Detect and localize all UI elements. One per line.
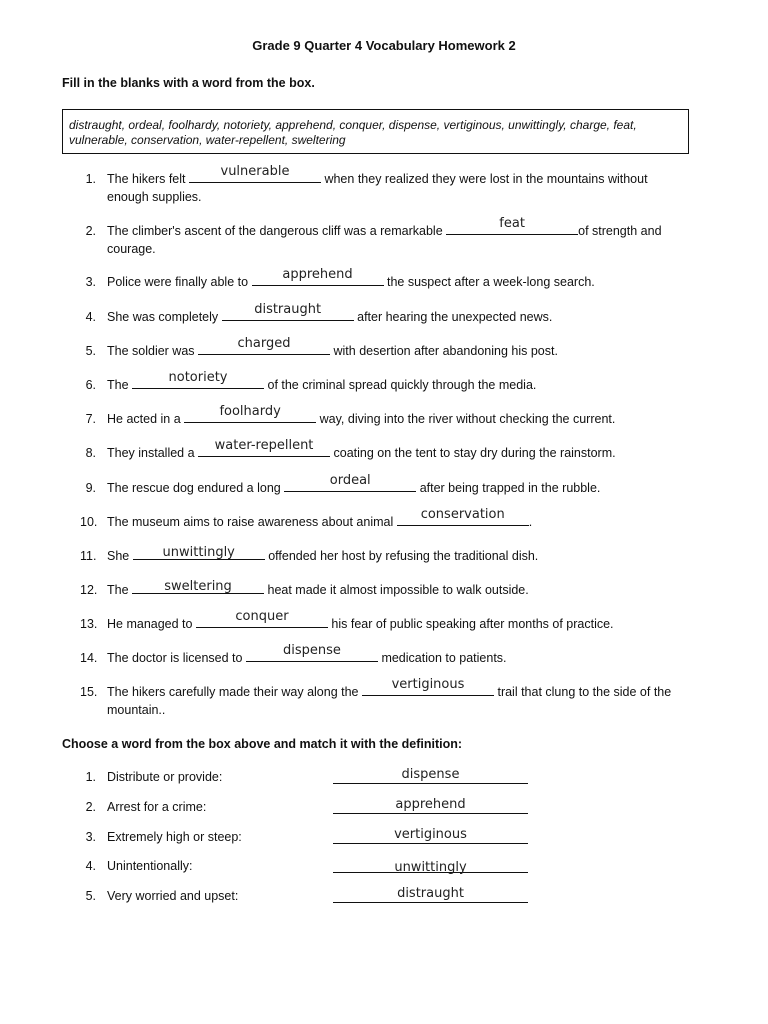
item-number: 6. xyxy=(85,378,96,392)
page-title: Grade 9 Quarter 4 Vocabulary Homework 2 xyxy=(252,38,516,53)
answer-text: sweltering xyxy=(164,579,232,594)
item-text-after: of the criminal spread quickly through the media. xyxy=(264,378,537,392)
item-text-line2: courage. xyxy=(107,242,156,256)
answer-text: distraught xyxy=(254,302,322,317)
item-text-before: He acted in a xyxy=(107,412,185,426)
item-text-after: trail that clung to the side of the xyxy=(494,685,672,699)
item-text-before: The rescue dog endured a long xyxy=(107,481,285,495)
answer-text: apprehend xyxy=(282,267,353,282)
answer-text: conservation xyxy=(420,507,505,522)
item-text-before: The doctor is licensed to xyxy=(107,651,246,665)
answer-text: distraught xyxy=(397,886,464,901)
answer-blank[interactable] xyxy=(184,404,316,423)
definition-text: Arrest for a crime: xyxy=(107,800,207,814)
item-text-before: The soldier was xyxy=(107,344,199,358)
item-text-before: The hikers carefully made their way along the xyxy=(107,685,362,699)
answer-text: feat xyxy=(499,216,525,231)
answer-blank[interactable] xyxy=(246,643,378,662)
answer-text: dispense xyxy=(283,643,341,658)
item-text-line2: enough supplies. xyxy=(107,190,202,204)
answer-text: vulnerable xyxy=(220,164,290,179)
answer-blank[interactable] xyxy=(189,164,321,183)
answer-blank[interactable] xyxy=(222,302,354,321)
answer-text: notoriety xyxy=(168,370,228,385)
answer-text: water-repellent xyxy=(214,438,314,453)
definition-text: Distribute or provide: xyxy=(107,770,223,784)
definition-text: Extremely high or steep: xyxy=(107,830,242,844)
item-text-after: medication to patients. xyxy=(377,651,507,665)
answer-text: ordeal xyxy=(329,473,371,488)
answer-blank[interactable] xyxy=(397,507,529,526)
definition-answer-blank[interactable] xyxy=(333,827,528,844)
answer-text: dispense xyxy=(401,767,460,782)
item-text-line2: mountain.. xyxy=(107,703,166,717)
item-text-after: coating on the tent to stay dry during the rainstorm. xyxy=(330,446,616,460)
item-number: 8. xyxy=(85,446,96,460)
item-number: 4. xyxy=(85,310,96,324)
item-number: 15. xyxy=(80,685,98,699)
item-number: 2. xyxy=(85,800,96,814)
answer-blank[interactable] xyxy=(198,336,330,355)
item-number: 3. xyxy=(85,275,96,289)
fill-instructions: Fill in the blanks with a word from the box. xyxy=(62,76,315,90)
definition-answer-blank[interactable] xyxy=(333,886,528,903)
definition-text: Very worried and upset: xyxy=(107,889,239,903)
answer-blank[interactable] xyxy=(196,609,328,628)
definition-answer-blank[interactable] xyxy=(333,797,528,814)
definition-answer-blank[interactable] xyxy=(333,856,528,873)
item-number: 1. xyxy=(85,770,96,784)
item-number: 10. xyxy=(80,515,98,529)
answer-text: foolhardy xyxy=(219,404,281,419)
item-text-after: heat made it almost impossible to walk outside. xyxy=(264,583,529,597)
item-text-before: They installed a xyxy=(107,446,199,460)
item-text-before: He managed to xyxy=(107,617,196,631)
word-box: distraught, ordeal, foolhardy, notoriety, apprehend, conquer, dispense, vertiginous, unwittingly, charge, feat, vulnerable, conservation, water-repellent, sweltering xyxy=(62,109,689,154)
item-text-after: with desertion after abandoning his post. xyxy=(330,344,558,358)
item-text-before: The museum aims to raise awareness about animal xyxy=(107,515,397,529)
answer-blank[interactable] xyxy=(252,267,384,286)
answer-text: apprehend xyxy=(395,797,466,812)
item-number: 7. xyxy=(85,412,96,426)
item-number: 1. xyxy=(85,172,96,186)
answer-blank[interactable] xyxy=(446,216,578,235)
answer-text: conquer xyxy=(235,609,289,624)
answer-blank[interactable] xyxy=(284,473,416,492)
item-text-after: after being trapped in the rubble. xyxy=(416,481,601,495)
item-number: 5. xyxy=(85,889,96,903)
item-text-after: after hearing the unexpected news. xyxy=(353,310,553,324)
answer-blank[interactable] xyxy=(132,581,264,594)
item-text-before: The xyxy=(107,583,133,597)
answer-blank[interactable] xyxy=(133,547,265,560)
item-text-after: the suspect after a week-long search. xyxy=(383,275,595,289)
item-text-before: The hikers felt xyxy=(107,172,189,186)
item-text-before: The xyxy=(107,378,133,392)
item-number: 14. xyxy=(80,651,98,665)
answer-text: vertiginous xyxy=(394,827,467,842)
item-number: 5. xyxy=(85,344,96,358)
item-text-after: way, diving into the river without checking the current. xyxy=(316,412,616,426)
item-number: 11. xyxy=(80,549,97,563)
item-number: 9. xyxy=(85,481,96,495)
item-number: 2. xyxy=(85,224,96,238)
answer-blank[interactable] xyxy=(132,370,264,389)
definition-answer-blank[interactable] xyxy=(333,767,528,784)
match-instructions: Choose a word from the box above and match it with the definition: xyxy=(62,737,463,751)
answer-text: unwittingly xyxy=(162,545,235,560)
item-text-after: his fear of public speaking after months of practice. xyxy=(327,617,614,631)
item-text-before: She was completely xyxy=(107,310,222,324)
item-text-before: She xyxy=(107,549,133,563)
item-text-before: The climber's ascent of the dangerous cliff was a remarkable xyxy=(107,224,447,238)
answer-text: vertiginous xyxy=(391,677,465,692)
item-number: 12. xyxy=(80,583,98,597)
answer-blank[interactable] xyxy=(198,438,330,457)
item-text-after: when they realized they were lost in the mountains without xyxy=(320,172,648,186)
item-text-before: Police were finally able to xyxy=(107,275,252,289)
definition-text: Unintentionally: xyxy=(107,859,193,873)
item-number: 13. xyxy=(80,617,98,631)
answer-text: unwittingly xyxy=(394,860,467,875)
item-text-after: . xyxy=(528,515,533,529)
item-number: 4. xyxy=(85,859,96,873)
item-number: 3. xyxy=(85,830,96,844)
answer-text: charged xyxy=(237,336,291,351)
item-text-after: of strength and xyxy=(578,224,662,238)
item-text-after: offended her host by refusing the traditional dish. xyxy=(264,549,539,563)
answer-blank[interactable] xyxy=(362,677,494,696)
